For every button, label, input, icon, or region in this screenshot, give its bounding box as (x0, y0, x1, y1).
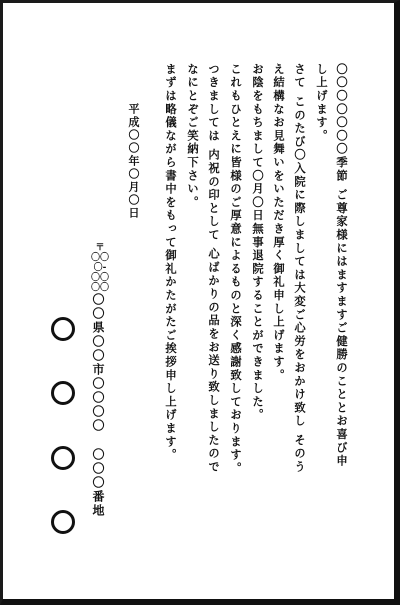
letter-date: 平成〇〇年〇月〇日 (127, 103, 140, 220)
sender-name-char-4 (51, 510, 75, 534)
letter-line-3: さて このたび〇入院に際しましては大変ご心労をおかけ致し そのう (293, 63, 307, 474)
letter-line-6: これもひとえに皆様のご厚意によるものと深く感謝致しております。 (229, 63, 243, 476)
letter-line-2: し上げます。 (315, 63, 329, 143)
postal-code (87, 243, 113, 293)
postal-mark: 〒 (95, 243, 105, 253)
letter-line-4: え結構なお見舞いをいただき厚く御礼申し上げます。 (272, 63, 286, 383)
letter-line-5: お陰をもちまして〇月〇日無事退院することができました。 (251, 63, 265, 423)
postal-code-bottom: 〇〇〇〇 (90, 273, 109, 293)
sender-name-char-2 (51, 381, 75, 405)
address-line-1: 〇〇県〇〇市〇〇〇〇 (91, 293, 105, 433)
address-line-2: 〇〇〇番地 (91, 448, 105, 518)
sender-name-char-1 (51, 317, 75, 341)
letter-line-9: まずは略儀ながら書中をもって御礼かたがたご挨拶申し上げます。 (164, 63, 178, 462)
sender-name-char-3 (51, 446, 75, 470)
letter-line-7: つきましては 内祝の印として 心ばかりの品をお送り致しましたので (207, 63, 221, 474)
letter-line-1: 〇〇〇〇〇〇〇季節 ご尊家様にはますますご健勝のこととお喜び申 (335, 63, 349, 468)
letter-line-8: なにとぞご笑納下さい。 (186, 63, 200, 210)
postal-code-top: 〇〇〇- (90, 253, 109, 273)
